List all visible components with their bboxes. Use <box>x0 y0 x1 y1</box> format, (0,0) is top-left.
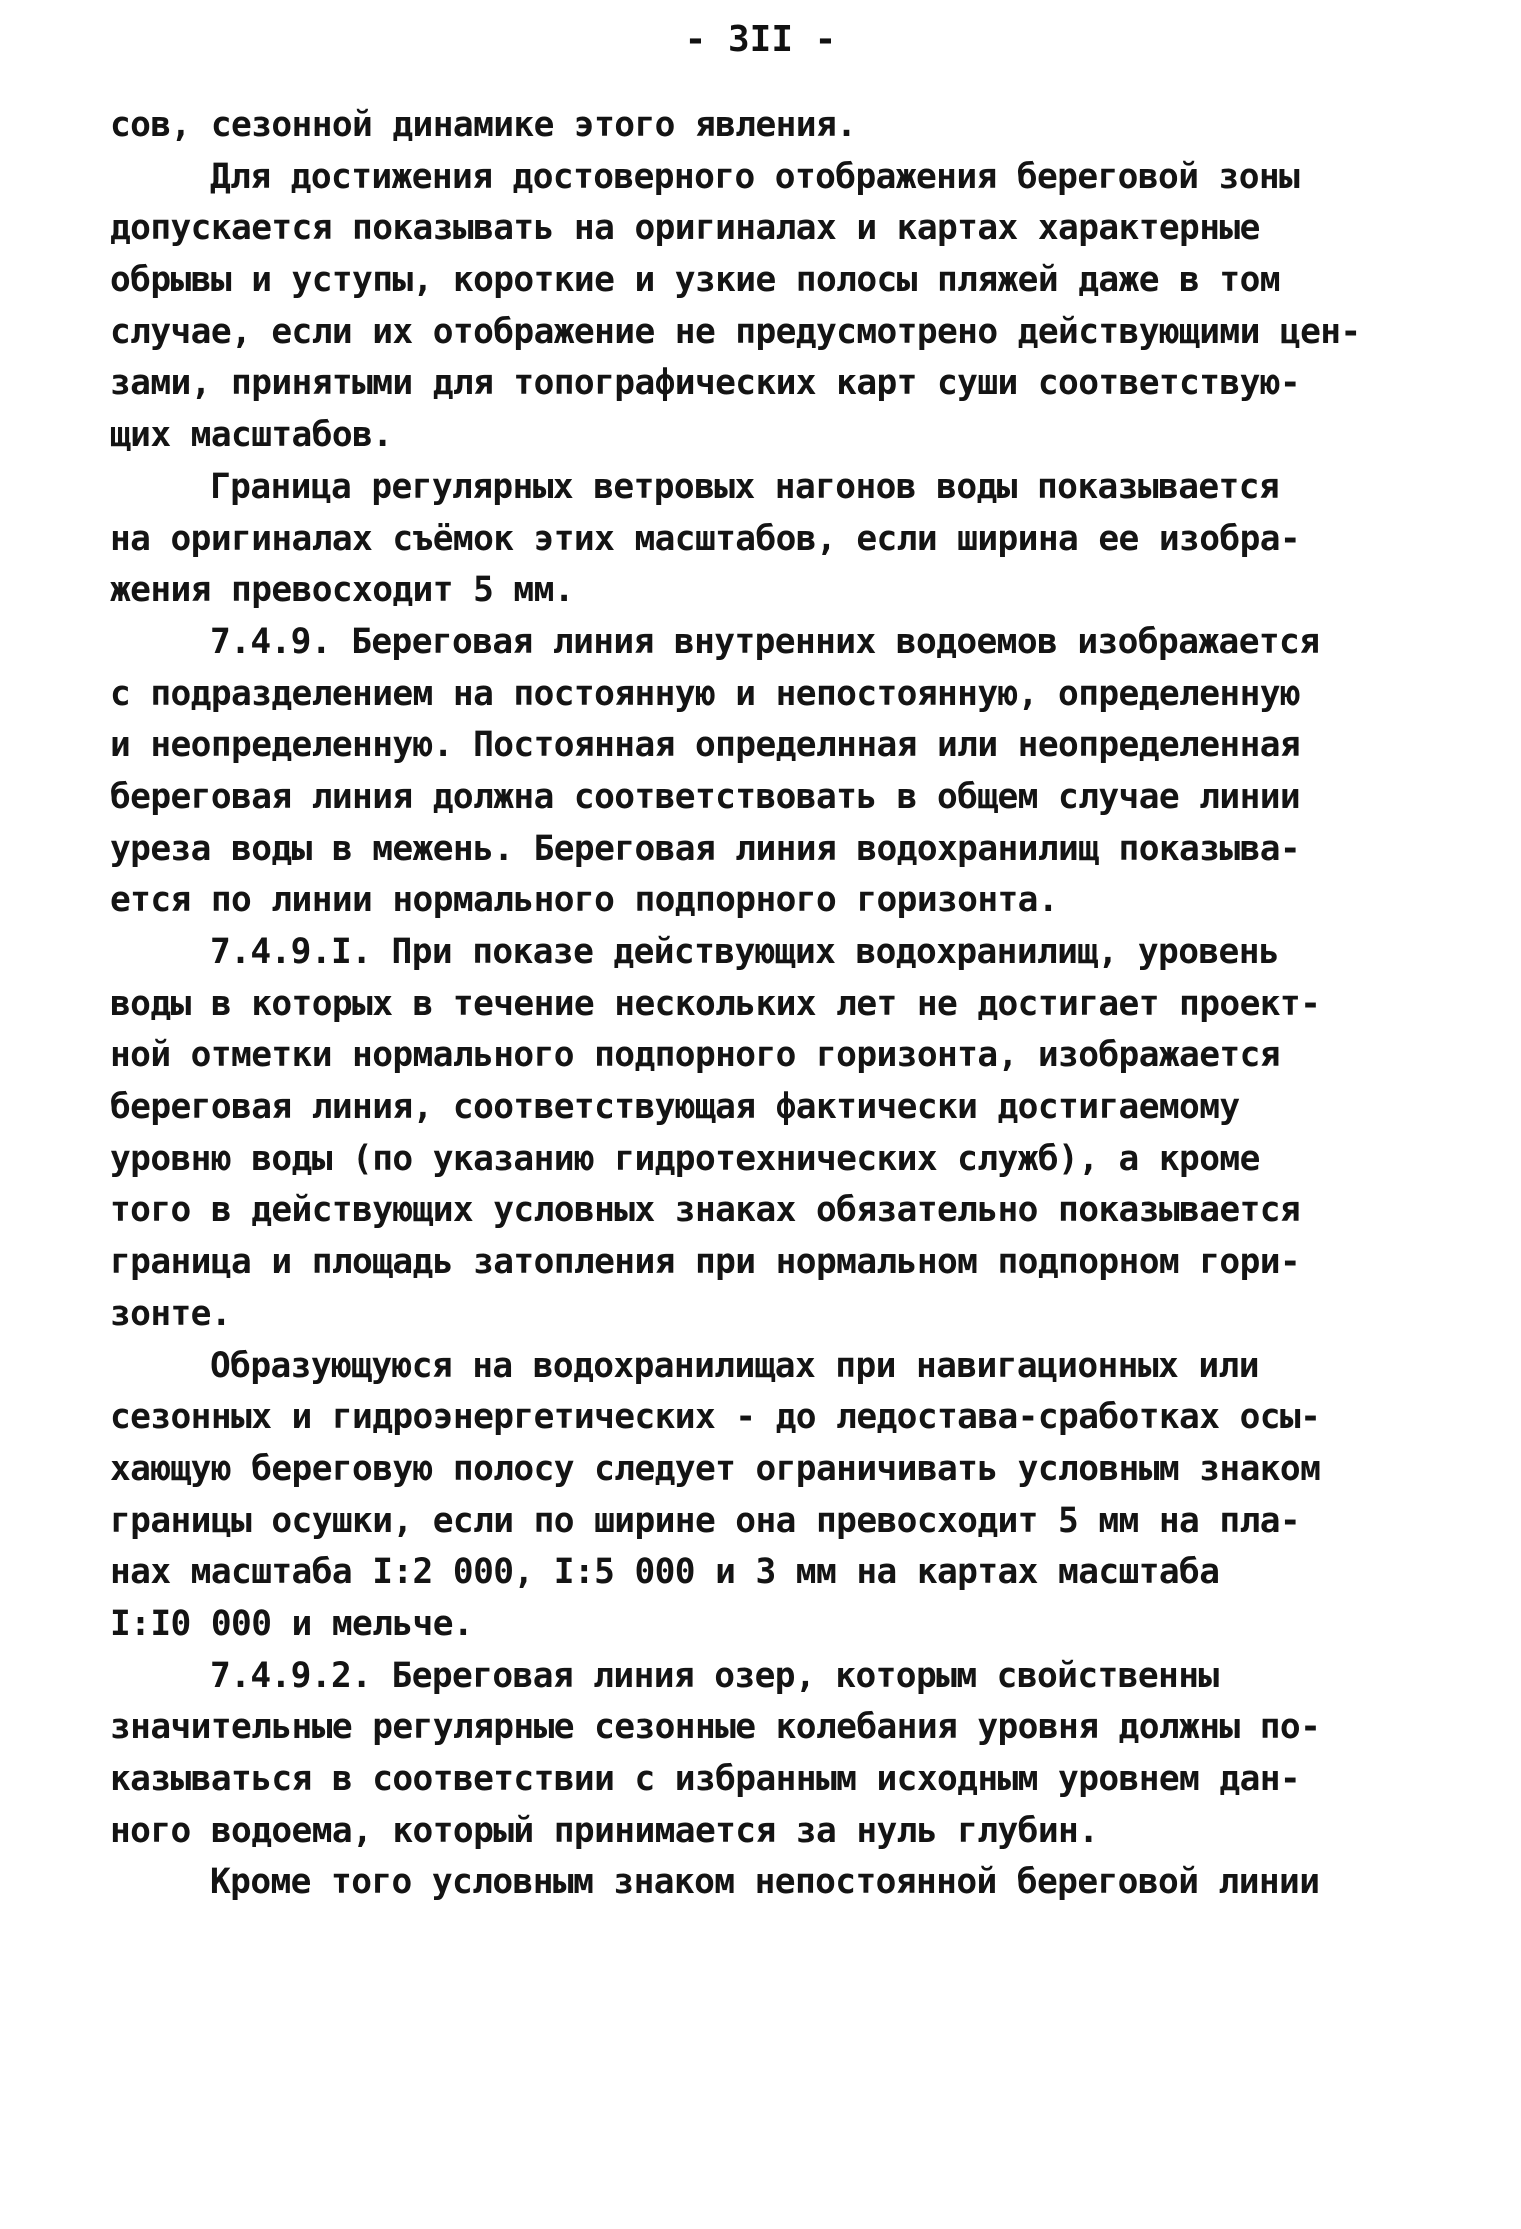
text-line: зами, принятыми для топографических карт суши соответствую- <box>110 363 1301 404</box>
body-text <box>110 100 1470 1909</box>
text-line: граница и площадь затопления при нормальном подпорном гори- <box>110 1242 1301 1283</box>
text-line: жения превосходит 5 мм. <box>110 570 574 611</box>
text-line: на оригиналах съёмок этих масштабов, если ширина ее изобра- <box>110 518 1301 559</box>
text-line: Кроме того условным знаком непостоянной береговой линии <box>210 1862 1320 1903</box>
text-line: Образующуюся на водохранилищах при навигационных или <box>210 1345 1259 1386</box>
text-line: того в действующих условных знаках обязательно показывается <box>110 1190 1301 1231</box>
text-line: 7.4.9. Береговая линия внутренних водоемов изображается <box>210 621 1320 662</box>
text-line: I:I0 000 и мельче. <box>110 1603 474 1644</box>
text-line: Для достижения достоверного отображения береговой зоны <box>210 156 1300 197</box>
text-line: Граница регулярных ветровых нагонов воды показывается <box>210 466 1280 507</box>
text-line: границы осушки, если по ширине она превосходит 5 мм на пла- <box>110 1500 1301 1541</box>
page-number: - 3II - <box>684 19 837 60</box>
text-line: сезонных и гидроэнергетических - до ледостава-сработках осы- <box>110 1397 1321 1438</box>
text-line: ного водоема, который принимается за нуль глубин. <box>110 1810 1099 1851</box>
text-line: щих масштабов. <box>110 415 393 456</box>
text-line: хающую береговую полосу следует ограничивать условным знаком <box>110 1448 1321 1489</box>
text-line: зонте. <box>110 1293 232 1334</box>
text-line: обрывы и уступы, короткие и узкие полосы пляжей даже в том <box>110 260 1280 301</box>
text-line: казываться в соответствии с избранным исходным уровнем дан- <box>110 1759 1301 1799</box>
text-line: и неопределенную. Постоянная определнная или неопределенная <box>110 725 1301 766</box>
text-line: 7.4.9.I. При показе действующих водохранилищ, уровень <box>210 932 1280 972</box>
text-line: случае, если их отображение не предусмотрено действующими цен- <box>110 311 1361 352</box>
text-line: ной отметки нормального подпорного горизонта, изображается <box>110 1035 1280 1076</box>
text-line: 7.4.9.2. Береговая линия озер, которым свойственны <box>210 1655 1219 1696</box>
text-line: береговая линия, соответствующая фактически достигаемому <box>110 1087 1240 1128</box>
text-line: береговая линия должна соответствовать в общем случае линии <box>110 776 1301 817</box>
text-line: уровню воды (по указанию гидротехнических служб), а кроме <box>110 1138 1260 1179</box>
text-line: воды в которых в течение нескольких лет не достигает проект- <box>110 983 1321 1024</box>
text-line: нах масштаба I:2 000, I:5 000 и 3 мм на картах масштаба <box>110 1552 1220 1593</box>
text-line: сов, сезонной динамике этого явления. <box>110 105 857 145</box>
text-line: значительные регулярные сезонные колебания уровня должны по- <box>110 1707 1321 1748</box>
text-line: с подразделением на постоянную и непостоянную, определенную <box>110 673 1301 714</box>
text-line: ется по линии нормального подпорного горизонта. <box>110 880 1059 921</box>
text-line: уреза воды в межень. Береговая линия водохранилищ показыва- <box>110 828 1301 869</box>
text-line: допускается показывать на оригиналах и картах характерные <box>110 208 1260 249</box>
